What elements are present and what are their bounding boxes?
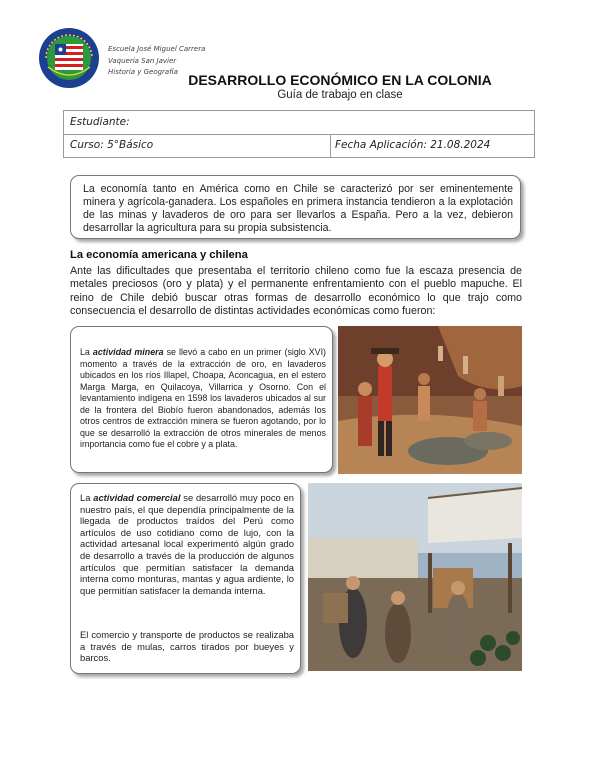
commerce-term: actividad comercial: [93, 492, 181, 503]
school-location: Vaquería San Javier: [108, 56, 177, 65]
commerce-box: [70, 483, 301, 674]
intro-box: [70, 175, 521, 239]
student-field[interactable]: Estudiante:: [70, 116, 130, 128]
mining-prefix: La: [80, 347, 93, 357]
commerce-prefix: La: [80, 492, 94, 503]
section-title: La economía americana y chilena: [70, 249, 248, 261]
intro-text: La economía tanto en América como en Chile se caracterizó por ser eminentemente minera y agrícola-ganadera. Los españoles en primera instancia tendieron a la explotación de las minas y lavaderos de oro para ser llevarlos a España. Pero a la vez, debieron desarrollar la agricultura para su propia subsistencia.: [83, 183, 513, 234]
school-subject: Historia y Geografía: [108, 68, 178, 76]
mining-text: [80, 347, 326, 451]
course-row: [64, 135, 534, 158]
school-logo: [38, 27, 100, 89]
table-divider: [330, 135, 331, 158]
mining-illustration: [338, 326, 522, 474]
page-subtitle: Guía de trabajo en clase: [277, 89, 403, 101]
commerce-text: [80, 492, 294, 596]
commerce-transport-text: El comercio y transporte de productos se realizaba a través de mulas, carros tirados por bueyes y barcos.: [80, 629, 294, 664]
student-info-table: [63, 110, 535, 158]
section-paragraph: Ante las dificultades que presentaba el territorio chileno como fue la escaza presencia de metales preciosos (oro y plata) y el permanente enfrentamiento con el pueblo mapuche. El reino de Chile debió buscar otras formas de desarrollo económico lo que trajo como consecuencia el desarrollo de distintas actividades económicas como fueron:: [70, 265, 522, 318]
commerce-body: se desarrolló muy poco en nuestro país, el que dependía principalmente de la llegada de productos traídos del Perú como artículos de uso cotidiano como de lujo, con la actividad artesanal local experimentó algún grado de desarrollo a través de la producción de algunos artículos que permitían satisfacer la demanda interna como monturas, mantas y agua ardiente, lo que permitían satisfacer la demanda interna.: [80, 492, 294, 596]
course-field: Curso: 5°Básico: [70, 139, 154, 151]
mining-body: se llevó a cabo en un primer (siglo XVI) momento a través de la extracción de oro, en lavaderos ubicados en los ríos Illapel, Choapa, Aconcagua, en el estero Marga Marga, en Quilacoya, Villarrica y Osorno. Con el levantamiento indígena en 1598 los lavaderos ubicados al sur de la frontera del Biobío fueron abandonados, además los otros centros de extracción minera se fueron agotando, por lo que se desarrolló la extracción de otros minerales de menos importancia como fue el cobre y a plata.: [80, 347, 327, 449]
page-title: DESARROLLO ECONÓMICO EN LA COLONIA: [188, 72, 492, 88]
mining-box: [70, 326, 333, 473]
school-name: Escuela José Miguel Carrera: [108, 45, 206, 53]
date-field: Fecha Aplicación: 21.08.2024: [335, 139, 491, 151]
student-row: [64, 111, 534, 135]
mining-term: actividad minera: [92, 347, 164, 357]
market-illustration: [308, 483, 522, 671]
